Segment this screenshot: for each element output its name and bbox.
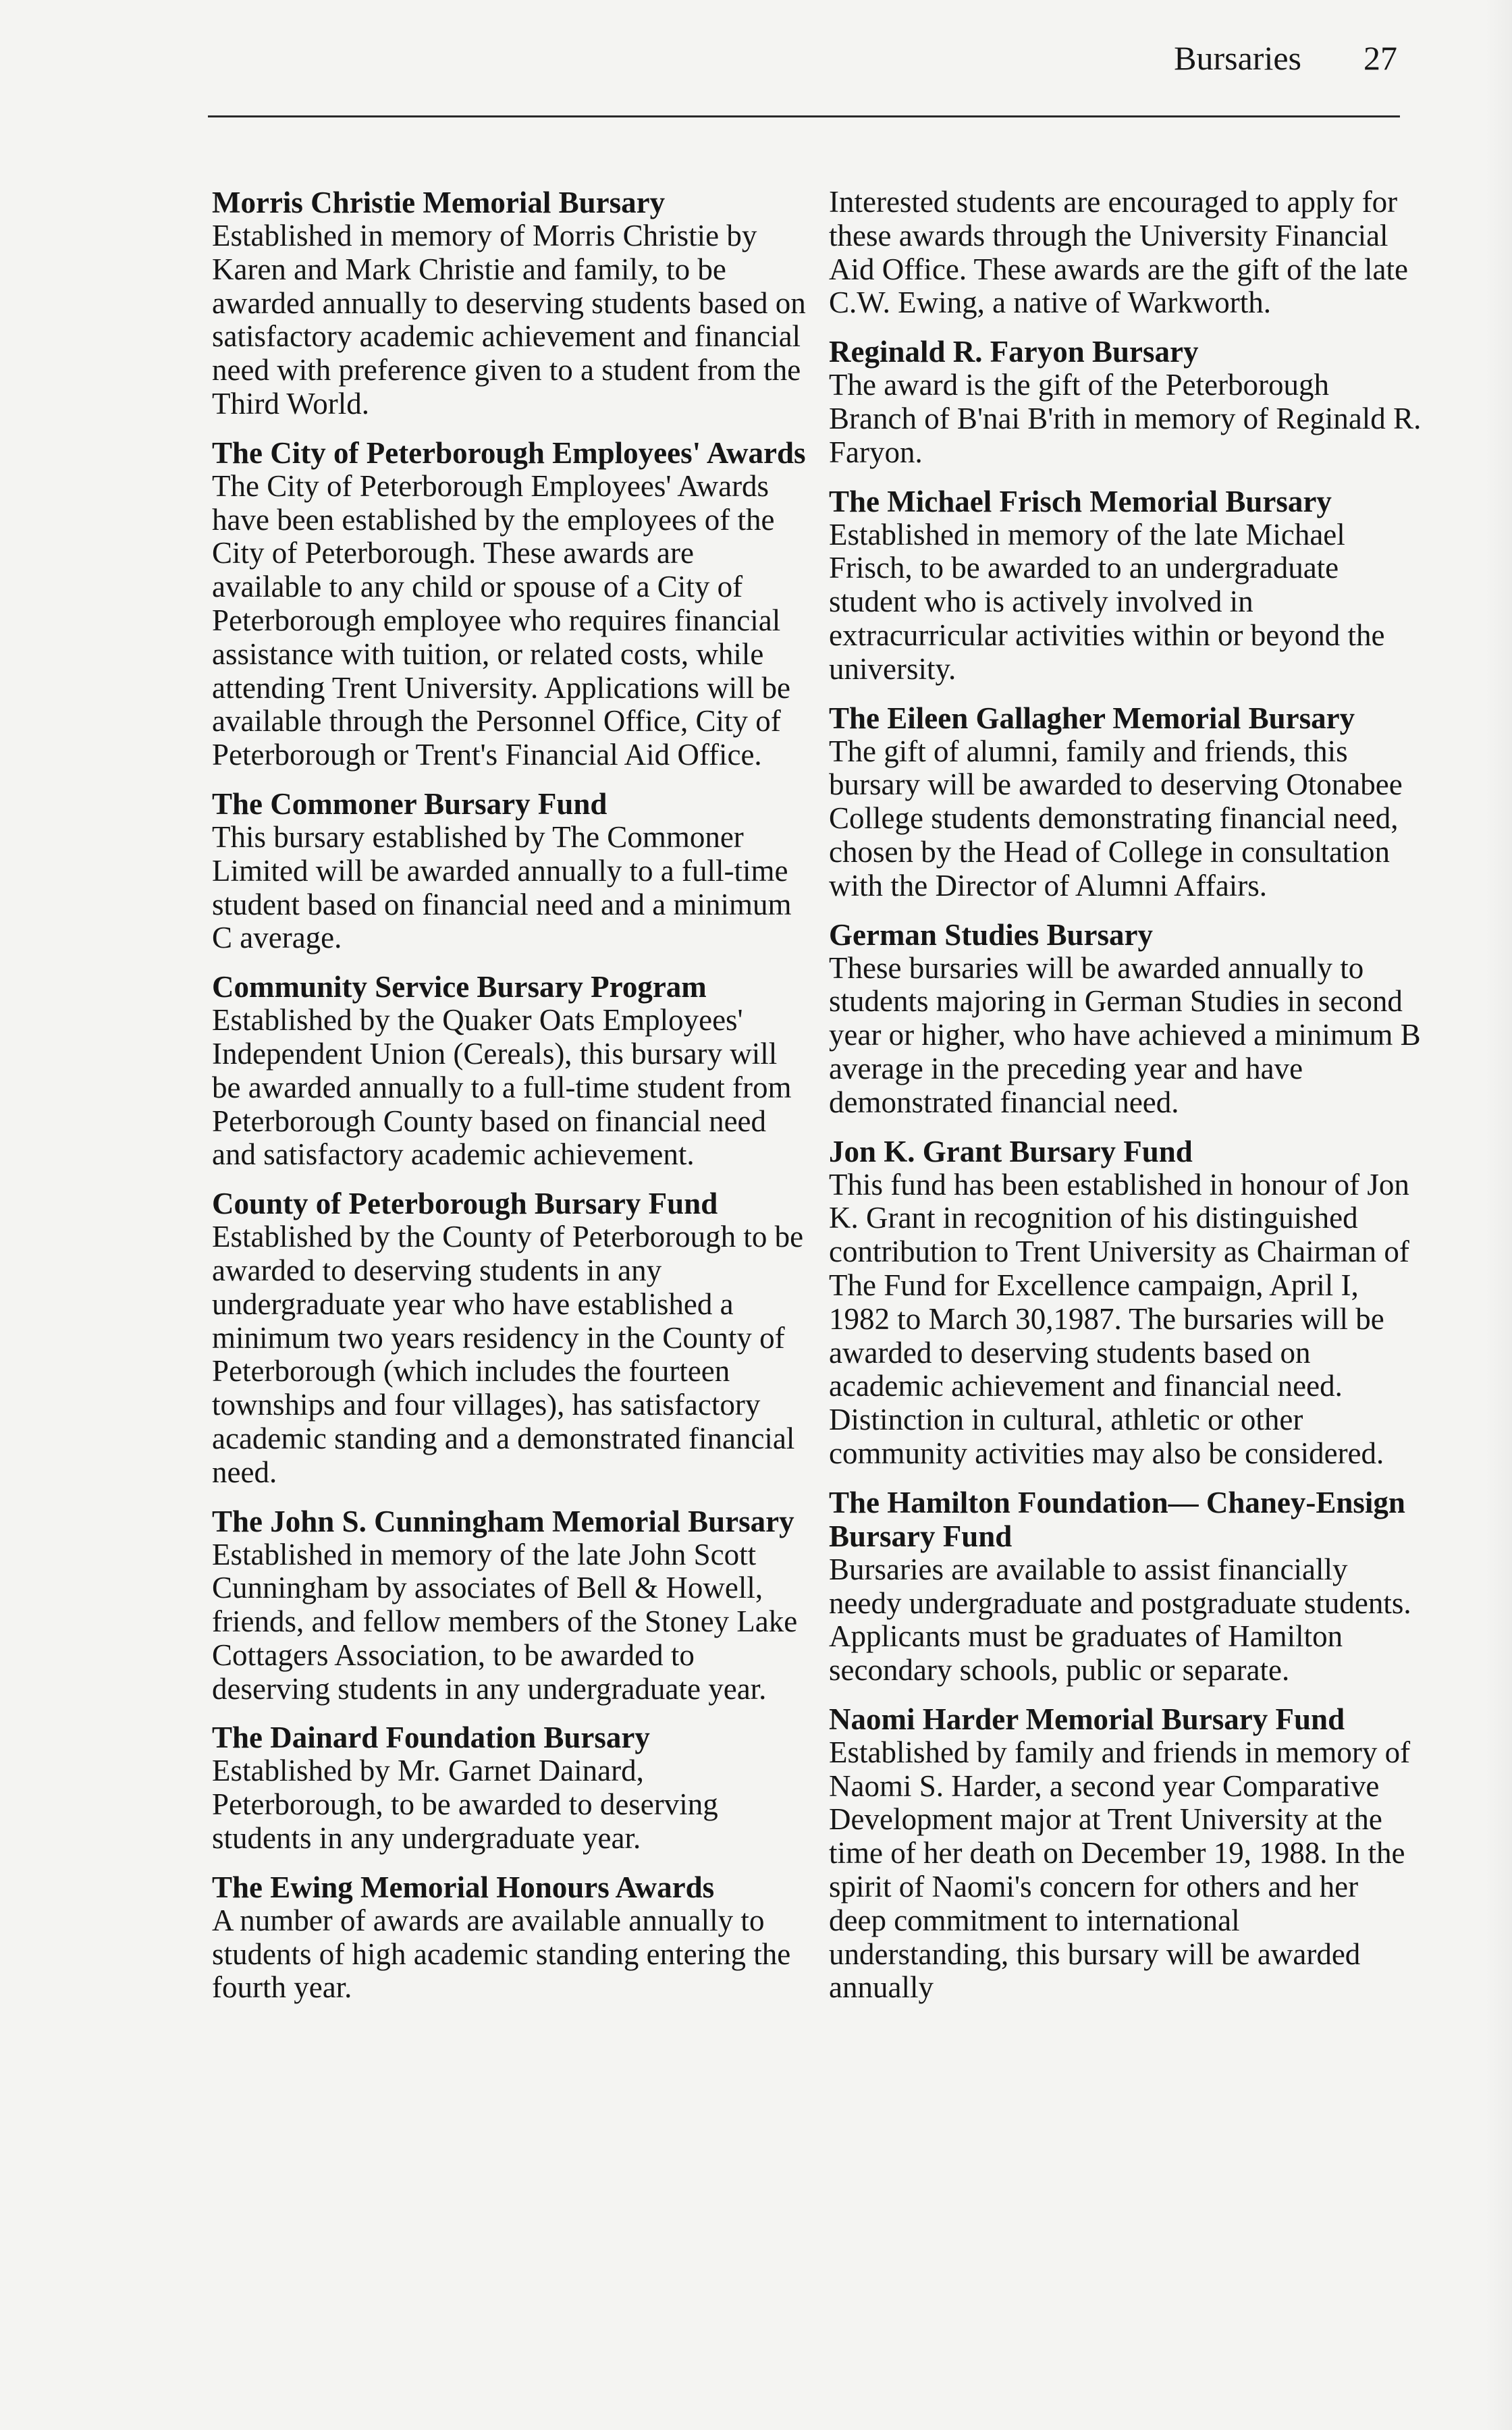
bursary-title: The Eileen Gallagher Memorial Bursary (829, 701, 1355, 735)
bursary-title: The John S. Cunningham Memorial Bursary (212, 1504, 794, 1538)
bursary-title: The City of Peterborough Employees' Awards (212, 435, 806, 470)
bursary-title: The Commoner Bursary Fund (212, 786, 608, 821)
page-header (1174, 34, 1397, 82)
bursary-description: The gift of alumni, family and friends, this bursary will be awarded to deserving Otonabee College students demonstrating financial need, chosen by the Head of College in consultation with the Director of Alumni Affairs. (829, 734, 1403, 902)
bursary-description: The award is the gift of the Peterborough Branch of B'nai B'rith in memory of Reginald R. Faryon. (829, 368, 1422, 469)
bursary-title: Jon K. Grant Bursary Fund (829, 1134, 1193, 1168)
bursary-description: Established by Mr. Garnet Dainard, Peterborough, to be awarded to deserving students in any undergraduate year. (212, 1754, 718, 1856)
bursary-description: Established in memory of the late Michael Frisch, to be awarded to an undergraduate student who is actively involved in extracurricular activities within or beyond the university. (829, 517, 1385, 686)
bursary-description: Established by the Quaker Oats Employees' Independent Union (Cereals), this bursary will be awarded annually to a full-time student from Peterborough County based on financial need and satisfactory academic achievement. (212, 1003, 792, 1172)
page-edge-shadow (1485, 0, 1512, 2430)
bursary-entry (829, 1486, 1423, 1688)
running-header-title: Bursaries (1174, 39, 1301, 77)
bursary-description: Interested students are encouraged to apply for these awards through the University Financial Aid Office. These awards are the gift of the late C.W. Ewing, a native of Warkworth. (829, 185, 1408, 320)
left-column (212, 186, 806, 2020)
bursary-entry (829, 186, 1423, 320)
bursary-title: German Studies Bursary (829, 917, 1154, 952)
bursary-entry (212, 1721, 806, 1855)
bursary-title: The Dainard Foundation Bursary (212, 1721, 650, 1755)
bursary-description: A number of awards are available annually to students of high academic standing entering the fourth year. (212, 1903, 791, 2005)
bursary-description: Established by family and friends in memory of Naomi S. Harder, a second year Comparative Development major at Trent University at the time of her death on December 19, 1988. In the spirit of Naomi's concern for others and her deep commitment to international understanding, this bursary will be awarded annually (829, 1735, 1411, 2005)
bursary-description: This fund has been established in honour of Jon K. Grant in recognition of his distinguished contribution to Trent University as Chairman of The Fund for Excellence campaign, April I, 1982 to March 30,1987. The bursaries will be awarded to deserving students based on academic achievement and financial need. Distinction in cultural, athletic or other community activities may also be considered. (829, 1167, 1409, 1470)
header-rule (208, 115, 1400, 117)
bursary-entry (829, 1702, 1423, 2005)
bursary-entry (212, 1870, 806, 2005)
bursary-entry (212, 1505, 806, 1706)
right-column (829, 186, 1423, 2020)
bursary-title: County of Peterborough Bursary Fund (212, 1187, 718, 1221)
bursary-description: These bursaries will be awarded annually to students majoring in German Studies in second year or higher, who have achieved a minimum B average in the preceding year and have demonstrated financial need. (829, 950, 1421, 1119)
bursary-entry (829, 918, 1423, 1120)
bursary-entry (829, 335, 1423, 469)
bursary-title: The Hamilton Foundation— Chaney-Ensign Bursary Fund (829, 1485, 1405, 1553)
bursary-title: Reginald R. Faryon Bursary (829, 335, 1199, 369)
bursary-entry (212, 436, 806, 772)
bursary-entry (212, 186, 806, 421)
bursary-description: Established in memory of Morris Christie by Karen and Mark Christie and family, to be awarded annually to deserving students based on satisfactory academic achievement and financial need with preference given to a student from the Third World. (212, 219, 806, 421)
bursary-description: Established by the County of Peterborough to be awarded to deserving students in any undergraduate year who have established a minimum two years residency in the County of Peterborough (which includes the fourteen townships and four villages), has satisfactory academic standing and a demonstrated financial need. (212, 1220, 804, 1489)
bursary-title: The Ewing Memorial Honours Awards (212, 1870, 715, 1904)
bursary-description: The City of Peterborough Employees' Awards have been established by the employees of the City of Peterborough. These awards are available to any child or spouse of a City of Peterborough employee who requires financial assistance with tuition, or related costs, while attending Trent University. Applications will be available through the Personnel Office, City of Peterborough or Trent's Financial Aid Office. (212, 468, 791, 772)
bursary-entry (829, 1135, 1423, 1471)
bursary-title: The Michael Frisch Memorial Bursary (829, 484, 1332, 518)
bursary-entry (212, 787, 806, 955)
bursary-title: Naomi Harder Memorial Bursary Fund (829, 1702, 1345, 1736)
bursary-title: Morris Christie Memorial Bursary (212, 186, 666, 219)
bursary-description: Established in memory of the late John Scott Cunningham by associates of Bell & Howell, friends, and fellow members of the Stoney Lake Cottagers Association, to be awarded to deserving students in any undergraduate year. (212, 1537, 798, 1706)
bursary-description: This bursary established by The Commoner Limited will be awarded annually to a full-time student based on financial need and a minimum C average. (212, 819, 792, 955)
bursary-title: Community Service Bursary Program (212, 970, 707, 1004)
bursary-entry (829, 701, 1423, 903)
bursary-entry (212, 970, 806, 1172)
page-number: 27 (1364, 39, 1397, 77)
bursary-entry (829, 485, 1423, 686)
bursary-description: Bursaries are available to assist financially needy undergraduate and postgraduate students. Applicants must be graduates of Hamilton secondary schools, public or separate. (829, 1552, 1411, 1688)
bursary-entry (212, 1187, 806, 1489)
